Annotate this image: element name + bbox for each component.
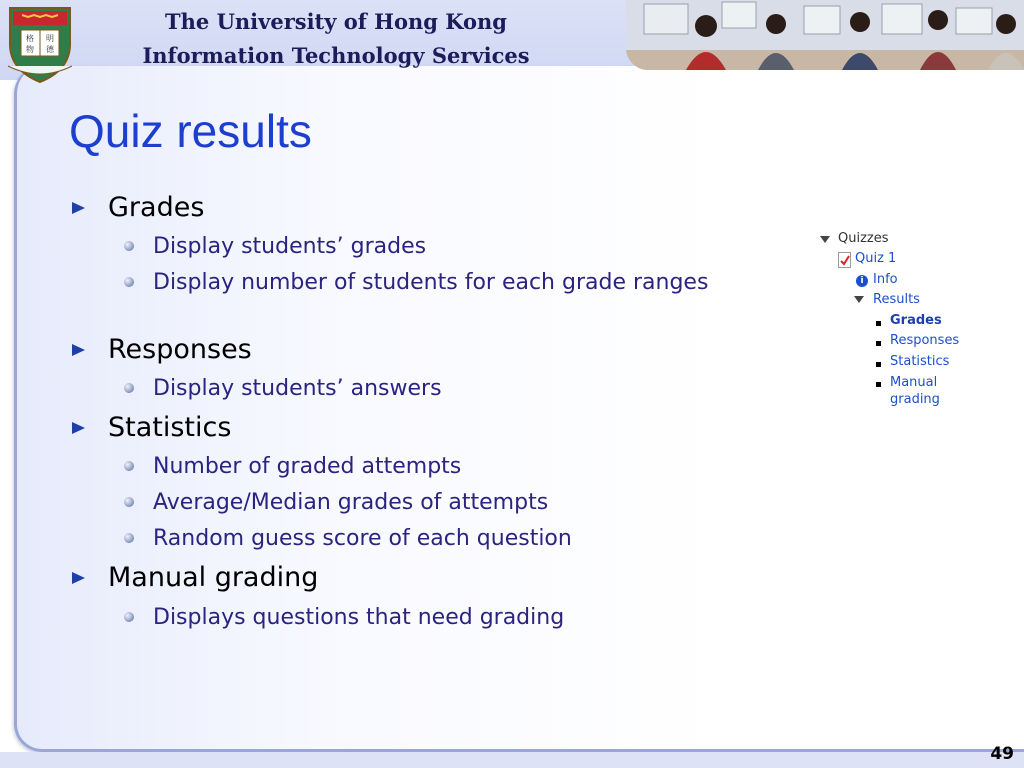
bullet-statistics	[108, 412, 231, 444]
page-title: Quiz results	[69, 105, 312, 157]
sub-bullet-text: Number of graded attempts	[153, 454, 462, 479]
expand-triangle-icon[interactable]	[854, 296, 864, 303]
svg-text:明: 明	[46, 34, 54, 43]
sub-bullet	[153, 375, 733, 402]
computer-lab-photo	[626, 0, 1024, 70]
arrow-bullet-icon	[72, 202, 85, 214]
bullet-text: Grades	[108, 192, 205, 223]
header-university-name: The University of Hong Kong	[165, 9, 507, 34]
bullet-responses	[108, 334, 252, 366]
expand-triangle-icon[interactable]	[820, 236, 830, 243]
quiz-checkbox-icon	[838, 252, 851, 268]
sub-bullet-text: Display students’ grades	[153, 234, 427, 259]
tree-item-statistics[interactable]: Statistics	[890, 354, 950, 369]
sub-bullet	[153, 525, 733, 552]
tree-item-results[interactable]: Results	[873, 292, 920, 307]
round-bullet-icon	[124, 277, 134, 287]
page-number: 49	[990, 744, 1014, 764]
sub-bullet-text: Displays questions that need grading	[153, 605, 565, 630]
sub-bullet	[153, 269, 733, 296]
round-bullet-icon	[124, 461, 134, 471]
round-bullet-icon	[124, 497, 134, 507]
bullet-text: Responses	[108, 334, 252, 365]
bullet-text: Manual grading	[108, 562, 319, 593]
square-bullet-icon	[876, 362, 881, 367]
sub-bullet	[153, 604, 733, 631]
tree-item-quiz-1[interactable]: Quiz 1	[855, 251, 897, 266]
round-bullet-icon	[124, 612, 134, 622]
university-crest-icon	[4, 4, 76, 84]
svg-text:格: 格	[26, 34, 34, 43]
sub-bullet-text: Display number of students for each grade ranges	[153, 270, 709, 295]
sub-bullet	[153, 233, 733, 260]
footer-band	[0, 752, 1024, 768]
svg-text:德: 德	[46, 45, 54, 54]
round-bullet-icon	[124, 533, 134, 543]
sub-bullet	[153, 489, 733, 516]
sub-bullet-text: Display students’ answers	[153, 376, 442, 401]
round-bullet-icon	[124, 241, 134, 251]
header-department-name: Information Technology Services	[142, 43, 530, 68]
round-bullet-icon	[124, 383, 134, 393]
square-bullet-icon	[876, 321, 881, 326]
tree-item-responses[interactable]: Responses	[890, 333, 960, 348]
square-bullet-icon	[876, 382, 881, 387]
bullet-grades	[108, 192, 204, 224]
square-bullet-icon	[876, 341, 881, 346]
bullet-manual-grading	[108, 562, 318, 594]
sub-bullet	[153, 453, 733, 480]
svg-text:物: 物	[26, 45, 34, 54]
sub-bullet-text: Random guess score of each question	[153, 526, 572, 551]
tree-item-quizzes[interactable]: Quizzes	[838, 231, 889, 246]
sub-bullet-text: Average/Median grades of attempts	[153, 490, 549, 515]
tree-item-manual-grading[interactable]: Manual grading	[890, 375, 940, 407]
info-icon: i	[856, 275, 868, 287]
tree-item-info[interactable]: Info	[873, 272, 898, 287]
arrow-bullet-icon	[72, 572, 85, 584]
bullet-text: Statistics	[108, 412, 232, 443]
tree-item-grades[interactable]: Grades	[890, 313, 942, 328]
arrow-bullet-icon	[72, 422, 85, 434]
arrow-bullet-icon	[72, 344, 85, 356]
